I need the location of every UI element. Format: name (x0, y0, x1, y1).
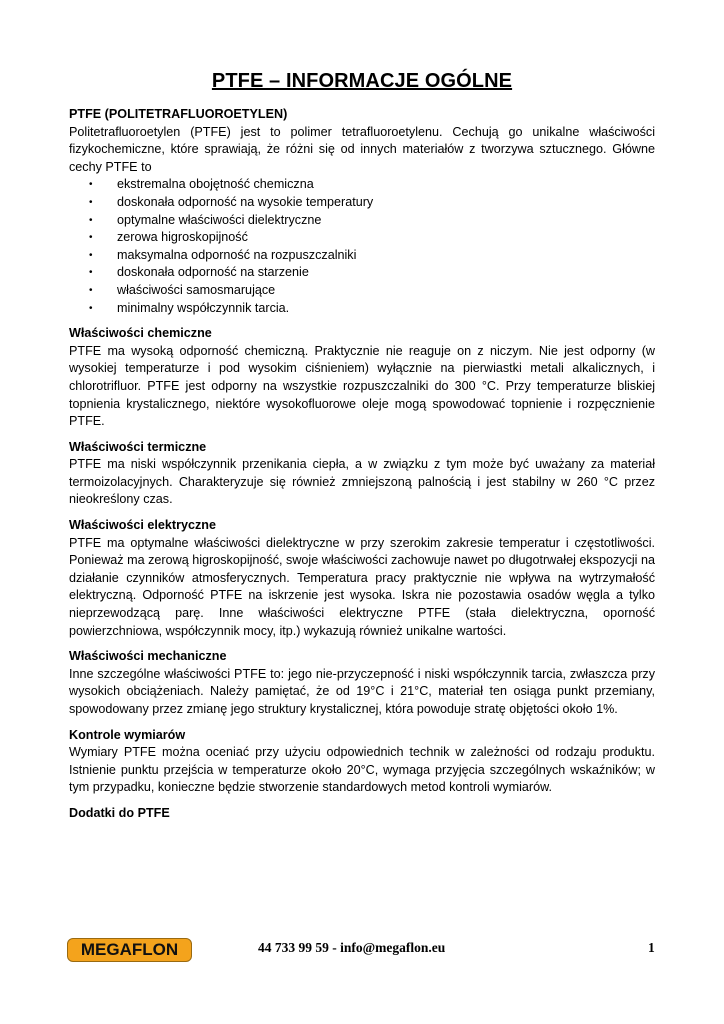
bullet-icon: • (89, 302, 93, 314)
features-list (69, 176, 655, 317)
bullet-icon: • (89, 267, 93, 279)
bullet-icon: • (89, 284, 93, 296)
chemical-heading: Właściwości chemiczne (69, 326, 212, 341)
list-item: • maksymalna odporność na rozpuszczalniki (69, 247, 655, 265)
mechanical-section (69, 648, 655, 718)
page-number: 1 (648, 940, 655, 955)
list-item: • minimalny współczynnik tarcia. (69, 300, 655, 318)
dimensions-paragraph: Wymiary PTFE można oceniać przy użyciu odpowiednich technik w zależności od rodzaju produktu. Istnienie punktu przejścia w temperaturze około 20°C, wymaga przyjęcia szczególnych wskaźników; w tym przypadku, konieczne będzie stworzenie standardowych metod kontroli wymiarów. (69, 745, 655, 795)
list-item: • właściwości samosmarujące (69, 282, 655, 300)
additives-section (69, 805, 655, 823)
page-footer (0, 932, 724, 962)
electrical-section (69, 517, 655, 640)
thermal-paragraph: PTFE ma niski współczynnik przenikania ciepła, a w związku z tym może być uważany za materiał termoizolacyjnych. Charakteryzuje się również zmniejszoną palnością i jest stabilny w 260 °C przez nieokreślony czas. (69, 457, 655, 507)
bullet-icon: • (89, 214, 93, 226)
megaflon-logo: MEGAFLON (67, 938, 192, 962)
bullet-icon: • (89, 249, 93, 261)
list-item: • optymalne właściwości dielektryczne (69, 212, 655, 230)
additives-heading: Dodatki do PTFE (69, 805, 170, 820)
bullet-icon: • (89, 179, 93, 191)
electrical-paragraph: PTFE ma optymalne właściwości dielektryczne w przy szerokim zakresie temperatur i częstotliwości. Ponieważ ma zerową higroskopijność, swoje właściwości zachowuje nawet po długotrwałej ekspozycji na działanie czynników atmosferycznych. Temperatura pracy praktycznie nie wpływa na wytrzymałość elektryczną. Odporność PTFE na iskrzenie jest wysoka. Iskra nie pozostawia osadów węgla a tylko nieprzewodzącą parę. Inne właściwości elektryczne PTFE (stała dielektryczna, oporność powierzchniowa, współczynnik mocy, itp.) wykazują również unikalne wartości. (69, 535, 655, 638)
bullet-icon: • (89, 196, 93, 208)
thermal-heading: Właściwości termiczne (69, 439, 207, 454)
intro-paragraph: Politetrafluoroetylen (PTFE) jest to polimer tetrafluoroetylenu. Cechują go unikalne właściwości fizykochemiczne, które sprawiają, że różni się od innych materiałów z tworzywa sztucznego. Główne cechy PTFE to (69, 124, 655, 174)
footer-contact: 44 733 99 59 - info@megaflon.eu (258, 940, 446, 955)
mechanical-paragraph: Inne szczególne właściwości PTFE to: jego nie-przyczepność i niski współczynnik tarcia, zwłaszcza przy wysokich obciążeniach. Należy pamiętać, że od 19°C i 21°C, materiał ten osiąga punkt przemiany, spowodowany przez zmianę jego struktury krystalicznej, która powoduje stratę objętości około 1%. (69, 666, 655, 716)
document-body (69, 106, 655, 831)
list-item: • zerowa higroskopijność (69, 229, 655, 247)
electrical-heading: Właściwości elektryczne (69, 518, 216, 533)
intro-section (69, 106, 655, 317)
dimensions-heading: Kontrole wymiarów (69, 727, 186, 742)
chemical-paragraph: PTFE ma wysoką odporność chemiczną. Praktycznie nie reaguje on z niczym. Nie jest odporny (w wysokiej temperaturze i pod wysokim ciśnieniem) wyłącznie na pierwiastki metali alkalicznych, i chlorotrifluor. PTFE jest odporny na wszystkie rozpuszczalniki do 300 °C. Przy temperaturze bliskiej topnienia krystalicznego, niektóre wysokofluorowe oleje mogą spowodować topnienie i rozpęcznienie PTFE. (69, 343, 655, 429)
mechanical-heading: Właściwości mechaniczne (69, 649, 227, 664)
list-item: • doskonała odporność na starzenie (69, 264, 655, 282)
page-title: PTFE – INFORMACJE OGÓLNE (211, 70, 513, 92)
list-item: • ekstremalna obojętność chemiczna (69, 176, 655, 194)
list-item: • doskonała odporność na wysokie temperatury (69, 194, 655, 212)
bullet-icon: • (89, 232, 93, 244)
intro-heading: PTFE (POLITETRAFLUOROETYLEN) (69, 107, 288, 121)
thermal-section (69, 439, 655, 509)
chemical-section (69, 325, 655, 431)
dimensions-section (69, 727, 655, 797)
